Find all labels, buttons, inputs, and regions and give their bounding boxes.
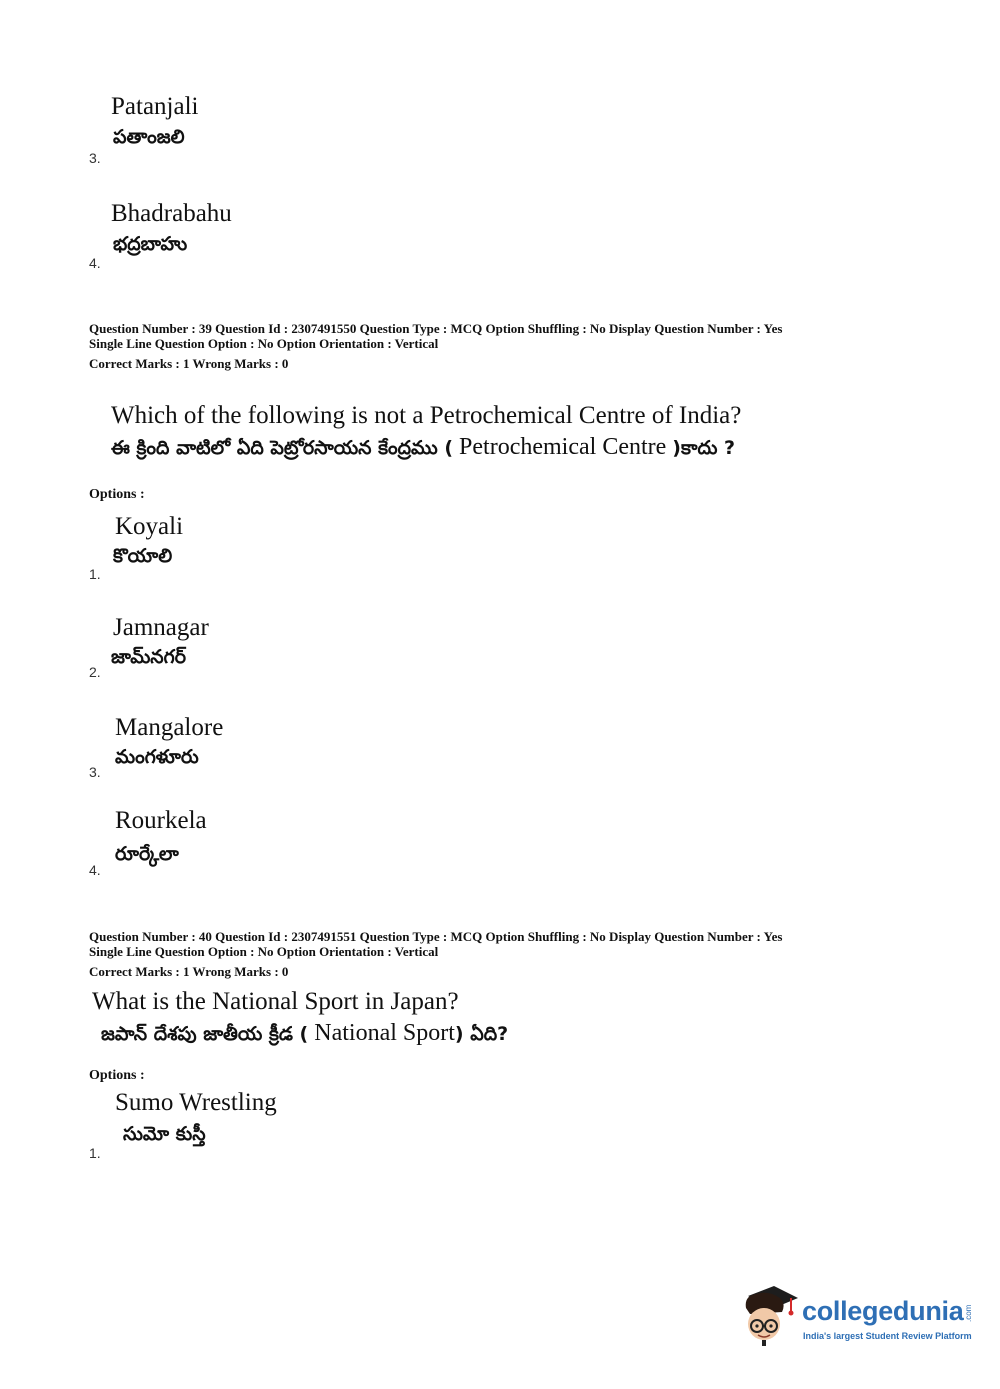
q39-option-4-number: 4. [89, 862, 101, 878]
q40-question-telugu-part-1: జపాన్ దేశపు జాతీయ క్రీడ ( [101, 1023, 309, 1045]
q39-option-2-english: Jamnagar [113, 614, 209, 641]
q39-option-1-number: 1. [89, 566, 101, 582]
q40-meta-line-2: Single Line Question Option : No Option Orientation : Vertical [89, 944, 439, 959]
collegedunia-logo-text [802, 1296, 991, 1327]
q39-question-telugu-part-2: Petrochemical Centre [453, 434, 673, 460]
q40-question-english: What is the National Sport in Japan? [92, 988, 459, 1015]
brand-tagline: India's largest Student Review Platform [803, 1331, 972, 1341]
option-4-number: 4. [89, 255, 101, 271]
brand-suffix: .com [964, 1304, 974, 1322]
collegedunia-mascot-icon [740, 1282, 800, 1346]
q39-option-3-telugu: మంగళూరు [115, 746, 199, 768]
brand-name: collegedunia [802, 1296, 964, 1326]
q40-options-label: Options : [89, 1068, 145, 1083]
q39-meta-line-2: Single Line Question Option : No Option Orientation : Vertical [89, 336, 439, 351]
q40-option-1-english: Sumo Wrestling [115, 1089, 277, 1116]
q39-option-4-telugu: రూర్కేలా [115, 843, 179, 865]
q39-option-1-english: Koyali [115, 513, 184, 540]
q39-question-telugu-part-3: )కాదు ? [672, 437, 736, 459]
q39-options-label: Options : [89, 487, 145, 502]
q40-marks: Correct Marks : 1 Wrong Marks : 0 [89, 964, 289, 979]
option-3-number: 3. [89, 150, 101, 166]
q39-option-3-number: 3. [89, 764, 101, 780]
q39-option-2-number: 2. [89, 664, 101, 680]
q40-option-1-telugu: సుమో కుస్తీ [123, 1123, 206, 1145]
q40-option-1-number: 1. [89, 1145, 101, 1161]
q40-question-telugu [101, 1018, 508, 1049]
option-4-english: Bhadrabahu [111, 200, 232, 227]
q40-question-telugu-part-2: National Sport [308, 1020, 455, 1046]
q39-option-4-english: Rourkela [115, 807, 207, 834]
q39-option-2-telugu: జామ్‌నగర్ [111, 646, 186, 668]
q39-meta-line-1: Question Number : 39 Question Id : 2307491550 Question Type : MCQ Option Shuffling : No Display Question Number : Yes [89, 321, 783, 336]
option-3-english: Patanjali [111, 93, 199, 120]
option-4-telugu: భద్రబాహు [113, 233, 188, 255]
q39-marks: Correct Marks : 1 Wrong Marks : 0 [89, 356, 289, 371]
q40-meta-line-1: Question Number : 40 Question Id : 2307491551 Question Type : MCQ Option Shuffling : No Display Question Number : Yes [89, 929, 783, 944]
q39-question-english: Which of the following is not a Petrochemical Centre of India? [111, 402, 742, 429]
q39-option-1-telugu: కొయాలి [113, 545, 173, 567]
q39-question-telugu-part-1: ఈ క్రింది వాటిలో ఏది పెట్రోరసాయన కేంద్రము ( [111, 437, 454, 459]
q39-option-3-english: Mangalore [115, 714, 224, 741]
q40-question-telugu-part-3: ) ఏది? [454, 1023, 509, 1045]
q39-question-telugu [111, 432, 735, 463]
option-3-telugu: పతాంజలి [113, 126, 185, 148]
